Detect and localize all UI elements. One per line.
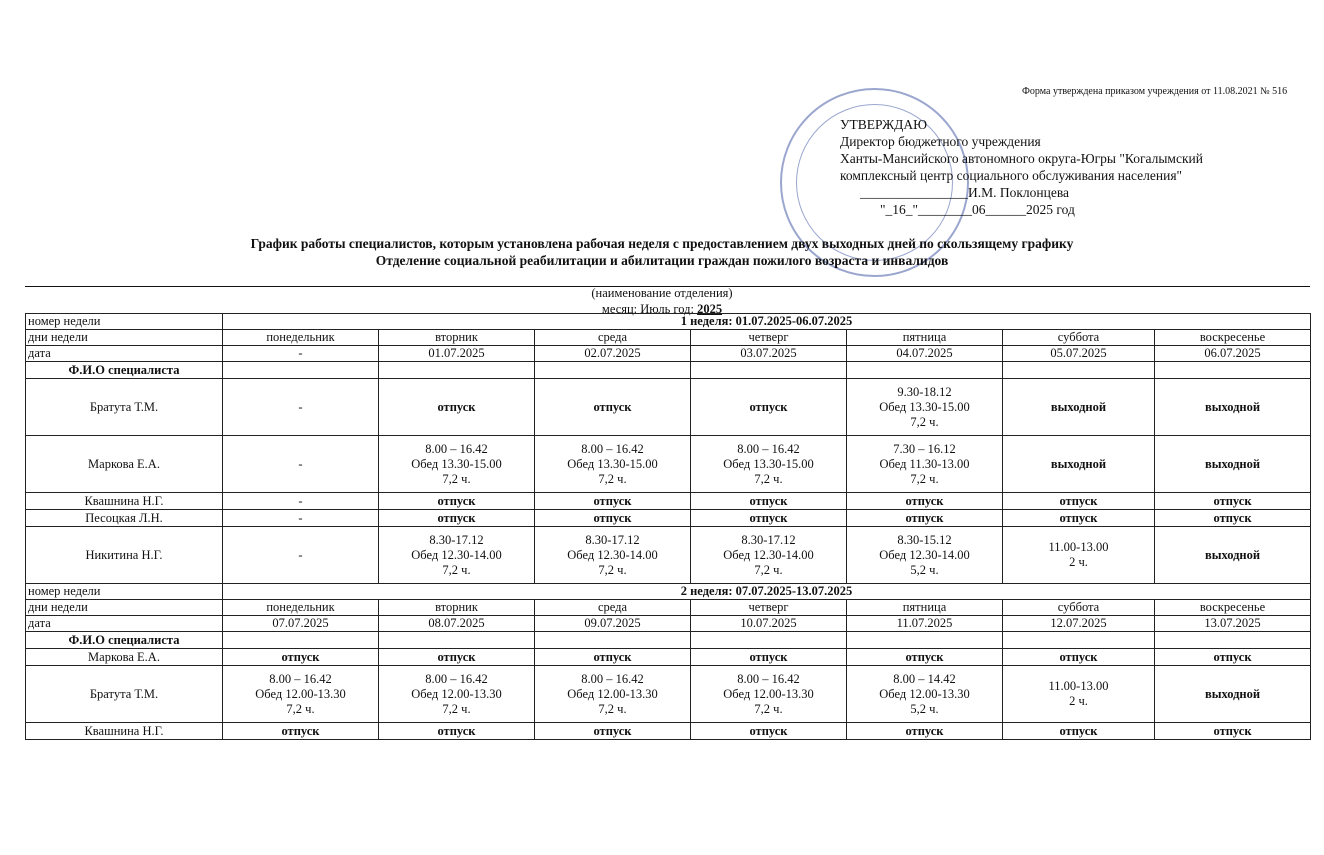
table-row: [26, 493, 1311, 510]
week-number-label: номер недели: [26, 314, 223, 330]
document-title: График работы специалистов, которым установлена рабочая неделя с предоставлением двух выходных дней по скользящему графику: [250, 236, 1074, 251]
form-approval-note: Форма утверждена приказом учреждения от 11.08.2021 № 516: [1022, 86, 1288, 97]
weekdays-label: дни недели: [26, 330, 223, 346]
date-cell: 09.07.2025: [535, 616, 691, 632]
empty-cell: [379, 362, 535, 379]
department-caption: (наименование отделения): [591, 286, 733, 300]
schedule-cell: 9.30-18.12 Обед 13.30-15.00 7,2 ч.: [847, 379, 1003, 436]
table-row: [26, 527, 1311, 584]
schedule-cell: 8.00 – 16.42 Обед 13.30-15.00 7,2 ч.: [379, 436, 535, 493]
schedule-cell: 11.00-13.00 2 ч.: [1003, 527, 1155, 584]
schedule-cell: 8.00 – 16.42 Обед 13.30-15.00 7,2 ч.: [691, 436, 847, 493]
schedule-cell: отпуск: [379, 723, 535, 740]
date-cell: 07.07.2025: [223, 616, 379, 632]
week-title: 1 неделя: 01.07.2025-06.07.2025: [223, 314, 1311, 330]
date-label: дата: [26, 616, 223, 632]
fio-header: Ф.И.О специалиста: [26, 362, 223, 379]
schedule-cell: 8.00 – 16.42 Обед 12.00-13.30 7,2 ч.: [535, 666, 691, 723]
approval-date: "_16_"________06______2025 год: [880, 202, 1075, 217]
date-cell: 11.07.2025: [847, 616, 1003, 632]
table-row: [26, 666, 1311, 723]
week-title: 2 неделя: 07.07.2025-13.07.2025: [223, 584, 1311, 600]
weekdays-label: дни недели: [26, 600, 223, 616]
schedule-cell: выходной: [1003, 379, 1155, 436]
schedule-cell: отпуск: [691, 493, 847, 510]
table-row: [26, 723, 1311, 740]
schedule-cell: -: [223, 527, 379, 584]
schedule-cell: -: [223, 379, 379, 436]
schedule-cell: отпуск: [535, 723, 691, 740]
schedule-cell: отпуск: [535, 379, 691, 436]
schedule-cell: отпуск: [691, 723, 847, 740]
specialist-name: Маркова Е.А.: [26, 649, 223, 666]
schedule-cell: 8.30-17.12 Обед 12.30-14.00 7,2 ч.: [379, 527, 535, 584]
empty-cell: [1155, 632, 1311, 649]
schedule-cell: отпуск: [1003, 493, 1155, 510]
approval-line: комплексный центр социального обслуживания населения": [840, 168, 1183, 183]
schedule-cell: 8.00 – 16.42 Обед 13.30-15.00 7,2 ч.: [535, 436, 691, 493]
weekday-header: воскресенье: [1155, 600, 1311, 616]
week-number-label: номер недели: [26, 584, 223, 600]
specialist-name: Квашнина Н.Г.: [26, 723, 223, 740]
schedule-cell: 8.30-17.12 Обед 12.30-14.00 7,2 ч.: [691, 527, 847, 584]
schedule-cell: отпуск: [1155, 493, 1311, 510]
date-cell: 06.07.2025: [1155, 346, 1311, 362]
department-name: Отделение социальной реабилитации и абилитации граждан пожилого возраста и инвалидов: [375, 253, 949, 268]
date-cell: 12.07.2025: [1003, 616, 1155, 632]
schedule-cell: выходной: [1003, 436, 1155, 493]
year-value: 2025: [697, 302, 723, 316]
schedule-cell: отпуск: [1155, 723, 1311, 740]
empty-cell: [1003, 632, 1155, 649]
specialist-name: Песоцкая Л.Н.: [26, 510, 223, 527]
schedule-cell: отпуск: [379, 649, 535, 666]
weekday-header: воскресенье: [1155, 330, 1311, 346]
weekday-header: четверг: [691, 330, 847, 346]
date-cell: 08.07.2025: [379, 616, 535, 632]
date-cell: 01.07.2025: [379, 346, 535, 362]
schedule-cell: отпуск: [847, 510, 1003, 527]
date-cell: 03.07.2025: [691, 346, 847, 362]
fio-header: Ф.И.О специалиста: [26, 632, 223, 649]
schedule-cell: отпуск: [1155, 649, 1311, 666]
schedule-cell: отпуск: [535, 510, 691, 527]
schedule-cell: выходной: [1155, 527, 1311, 584]
schedule-cell: отпуск: [847, 493, 1003, 510]
weekday-header: суббота: [1003, 600, 1155, 616]
date-cell: 02.07.2025: [535, 346, 691, 362]
approval-block: [840, 116, 1300, 218]
date-cell: 10.07.2025: [691, 616, 847, 632]
approval-signature: ________________И.М. Поклонцева: [860, 185, 1070, 200]
specialist-name: Маркова Е.А.: [26, 436, 223, 493]
empty-cell: [691, 632, 847, 649]
schedule-cell: отпуск: [535, 649, 691, 666]
weekday-header: среда: [535, 600, 691, 616]
schedule-cell: 8.30-17.12 Обед 12.30-14.00 7,2 ч.: [535, 527, 691, 584]
date-cell: 04.07.2025: [847, 346, 1003, 362]
schedule-cell: отпуск: [223, 723, 379, 740]
table-row: [26, 649, 1311, 666]
table-row: [26, 379, 1311, 436]
specialist-name: Квашнина Н.Г.: [26, 493, 223, 510]
specialist-name: Братута Т.М.: [26, 666, 223, 723]
schedule-cell: отпуск: [1003, 723, 1155, 740]
specialist-name: Никитина Н.Г.: [26, 527, 223, 584]
schedule-cell: отпуск: [379, 493, 535, 510]
approval-heading: УТВЕРЖДАЮ: [840, 117, 928, 132]
schedule-cell: отпуск: [847, 649, 1003, 666]
schedule-cell: 8.00 – 16.42 Обед 12.00-13.30 7,2 ч.: [379, 666, 535, 723]
approval-line: Ханты-Мансийского автономного округа-Югры "Когалымский: [840, 151, 1203, 166]
schedule-cell: 11.00-13.00 2 ч.: [1003, 666, 1155, 723]
schedule-cell: отпуск: [379, 379, 535, 436]
table-row: [26, 510, 1311, 527]
weekday-header: среда: [535, 330, 691, 346]
specialist-name: Братута Т.М.: [26, 379, 223, 436]
empty-cell: [847, 632, 1003, 649]
schedule-cell: отпуск: [691, 379, 847, 436]
schedule-cell: 8.30-15.12 Обед 12.30-14.00 5,2 ч.: [847, 527, 1003, 584]
schedule-cell: отпуск: [691, 510, 847, 527]
schedule-table: [25, 313, 1311, 740]
schedule-cell: 8.00 – 16.42 Обед 12.00-13.30 7,2 ч.: [223, 666, 379, 723]
approval-line: Директор бюджетного учреждения: [840, 134, 1041, 149]
weekday-header: суббота: [1003, 330, 1155, 346]
date-cell: -: [223, 346, 379, 362]
weekday-header: понедельник: [223, 600, 379, 616]
empty-cell: [1003, 362, 1155, 379]
schedule-cell: -: [223, 436, 379, 493]
schedule-cell: отпуск: [847, 723, 1003, 740]
schedule-cell: выходной: [1155, 436, 1311, 493]
schedule-cell: отпуск: [691, 649, 847, 666]
weekday-header: четверг: [691, 600, 847, 616]
empty-cell: [223, 362, 379, 379]
schedule-cell: выходной: [1155, 379, 1311, 436]
table-row: [26, 436, 1311, 493]
weekday-header: пятница: [847, 330, 1003, 346]
date-label: дата: [26, 346, 223, 362]
schedule-cell: отпуск: [1003, 649, 1155, 666]
weekday-header: вторник: [379, 600, 535, 616]
month-label: месяц: Июль год:: [601, 302, 694, 316]
schedule-body: [26, 314, 1311, 740]
weekday-header: понедельник: [223, 330, 379, 346]
empty-cell: [379, 632, 535, 649]
schedule-cell: отпуск: [379, 510, 535, 527]
weekday-header: пятница: [847, 600, 1003, 616]
schedule-cell: отпуск: [1003, 510, 1155, 527]
weekday-header: вторник: [379, 330, 535, 346]
empty-cell: [535, 362, 691, 379]
schedule-cell: отпуск: [223, 649, 379, 666]
date-cell: 05.07.2025: [1003, 346, 1155, 362]
empty-cell: [1155, 362, 1311, 379]
empty-cell: [535, 632, 691, 649]
schedule-cell: 8.00 – 14.42 Обед 12.00-13.30 5,2 ч.: [847, 666, 1003, 723]
schedule-cell: -: [223, 510, 379, 527]
schedule-cell: отпуск: [1155, 510, 1311, 527]
date-cell: 13.07.2025: [1155, 616, 1311, 632]
schedule-cell: 7.30 – 16.12 Обед 11.30-13.00 7,2 ч.: [847, 436, 1003, 493]
empty-cell: [223, 632, 379, 649]
schedule-cell: -: [223, 493, 379, 510]
schedule-cell: 8.00 – 16.42 Обед 12.00-13.30 7,2 ч.: [691, 666, 847, 723]
schedule-cell: отпуск: [535, 493, 691, 510]
empty-cell: [691, 362, 847, 379]
empty-cell: [847, 362, 1003, 379]
schedule-cell: выходной: [1155, 666, 1311, 723]
